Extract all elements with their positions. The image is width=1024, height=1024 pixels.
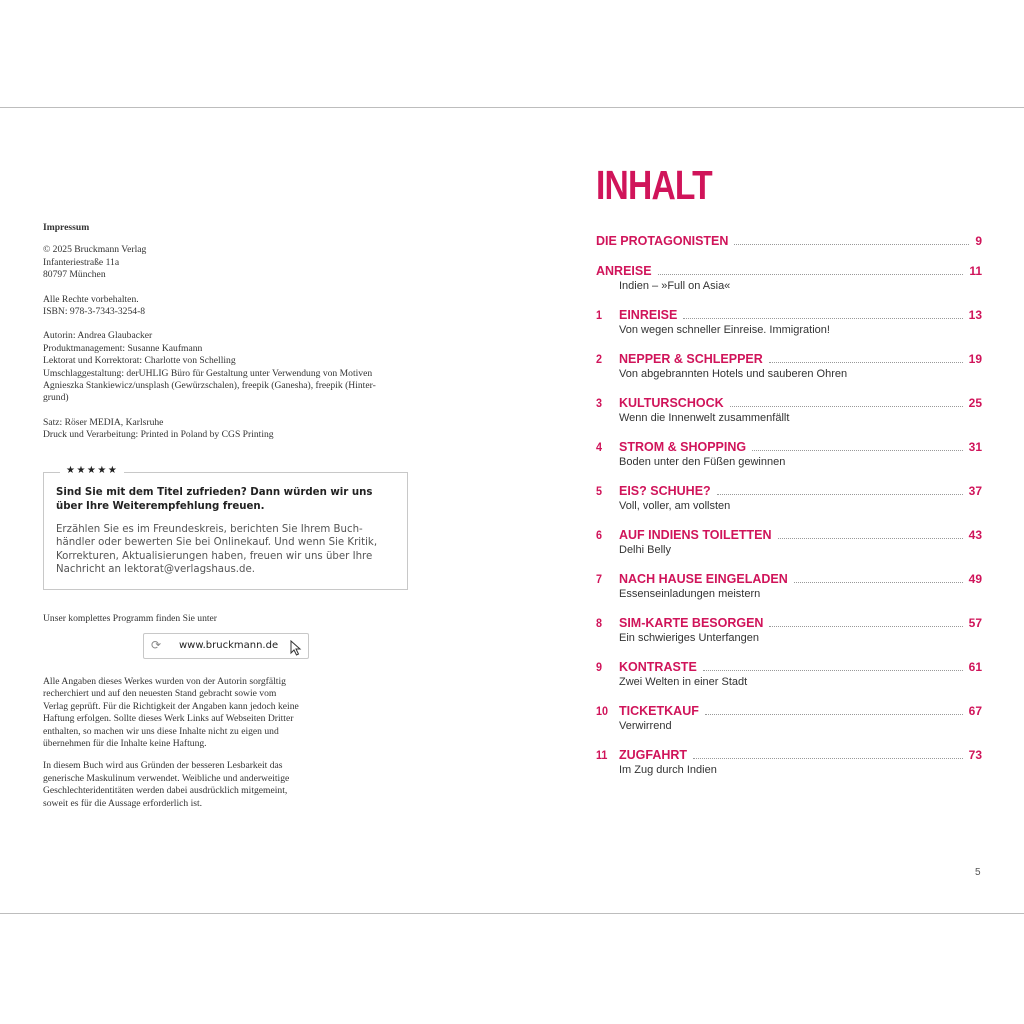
toc-entry[interactable]: [596, 395, 982, 424]
rights-line: Alle Rechte vorbehalten.: [43, 293, 139, 305]
chapter-title[interactable]: AUF INDIENS TOILETTEN: [619, 528, 772, 542]
dot-leader: [730, 406, 963, 407]
toc-entry-row: [596, 395, 982, 410]
toc-entry-row: [596, 439, 982, 454]
gender-paragraph: [43, 760, 343, 810]
chapter-title[interactable]: KONTRASTE: [619, 660, 697, 674]
chapter-page-number: 19: [968, 352, 982, 366]
chapter-title[interactable]: SIM-KARTE BESORGEN: [619, 616, 764, 630]
publisher-address: [43, 244, 423, 281]
chapter-page-number: 25: [968, 396, 982, 410]
impressum-heading: Impressum: [43, 222, 90, 233]
dot-leader: [769, 362, 963, 363]
chapter-title[interactable]: ANREISE: [596, 264, 652, 278]
chapter-title[interactable]: STROM & SHOPPING: [619, 440, 747, 454]
chapter-title[interactable]: ZUGFAHRT: [619, 748, 688, 762]
credits-line: Autorin: Andrea Glaubacker: [43, 330, 153, 342]
gender-line: generische Maskulinum verwendet. Weibliche und anderweitige: [43, 772, 290, 784]
program-text: Unser komplettes Programm finden Sie unter: [43, 613, 217, 624]
feedback-title-line: Sind Sie mit dem Titel zufrieden? Dann würden wir uns: [56, 487, 373, 498]
publisher-line: 80797 München: [43, 269, 106, 281]
toc-entry-row: [596, 263, 982, 278]
toc-entry-row: [596, 571, 982, 586]
top-divider: [0, 107, 1024, 108]
url-bar[interactable]: [143, 633, 309, 659]
toc-entry-row: [596, 351, 982, 366]
credits-line: Produktmanagement: Susanne Kaufmann: [43, 342, 203, 354]
toc-entry[interactable]: [596, 659, 982, 688]
credits-line: Agnieszka Stankiewicz/unsplash (Gewürzschalen), freepik (Ganesha), freepik (Hinter-: [43, 380, 376, 392]
toc-entry[interactable]: [596, 615, 982, 644]
chapter-number: 7: [596, 572, 603, 586]
chapter-page-number: 49: [968, 572, 982, 586]
toc-entry[interactable]: [596, 527, 982, 556]
toc-entry[interactable]: [596, 703, 982, 732]
toc-entry[interactable]: [596, 483, 982, 512]
toc-entry[interactable]: [596, 747, 982, 776]
feedback-title: [56, 486, 395, 513]
toc-entry-row: [596, 483, 982, 498]
chapter-title[interactable]: EINREISE: [619, 308, 678, 322]
chapter-page-number: 61: [968, 660, 982, 674]
chapter-page-number: 9: [975, 234, 982, 248]
credits-line: Lektorat und Korrektorat: Charlotte von Schelling: [43, 355, 236, 367]
chapter-subtitle: Essenseinladungen meistern: [619, 588, 761, 600]
toc-entry-row: [596, 307, 982, 322]
dot-leader: [752, 450, 963, 451]
dot-leader: [769, 626, 962, 627]
feedback-text-line: händler oder bewerten Sie bei Onlinekauf. Und wenn Sie Kritik,: [56, 537, 378, 549]
chapter-subtitle: Zwei Welten in einer Stadt: [619, 676, 748, 688]
chapter-page-number: 67: [968, 704, 982, 718]
chapter-title[interactable]: EIS? SCHUHE?: [619, 484, 711, 498]
toc-entry-row: [596, 703, 982, 718]
feedback-text-line: Erzählen Sie es im Freundeskreis, berichten Sie Ihrem Buch-: [56, 524, 363, 536]
production-line: Druck und Verarbeitung: Printed in Poland by CGS Printing: [43, 429, 274, 441]
disclaimer-line: Haftung erfolgen. Sollte dieses Werk Links auf Webseiten Dritter: [43, 713, 294, 725]
toc-entry-row: [596, 659, 982, 674]
chapter-subtitle: Wenn die Innenwelt zusammenfällt: [619, 412, 790, 424]
publisher-line: © 2025 Bruckmann Verlag: [43, 244, 147, 256]
dot-leader: [658, 274, 964, 275]
chapter-title[interactable]: TICKETKAUF: [619, 704, 699, 718]
toc-entry[interactable]: [596, 263, 982, 292]
chapter-page-number: 31: [968, 440, 982, 454]
chapter-page-number: 73: [968, 748, 982, 762]
chapter-subtitle: Verwirrend: [619, 720, 672, 732]
chapter-title[interactable]: DIE PROTAGONISTEN: [596, 234, 729, 248]
isbn-line: ISBN: 978-3-7343-3254-8: [43, 306, 146, 318]
gender-line: In diesem Buch wird aus Gründen der besseren Lesbarkeit das: [43, 760, 283, 772]
chapter-subtitle: Indien – »Full on Asia«: [619, 280, 731, 292]
chapter-number: 1: [596, 308, 603, 322]
credits-line: grund): [43, 392, 69, 404]
disclaimer-line: Alle Angaben dieses Werkes wurden von der Autorin sorgfältig: [43, 676, 286, 687]
toc-entry[interactable]: [596, 307, 982, 336]
chapter-subtitle: Ein schwieriges Unterfangen: [619, 632, 760, 644]
dot-leader: [705, 714, 963, 715]
toc-entry-row: [596, 527, 982, 542]
chapter-page-number: 57: [968, 616, 982, 630]
toc-entry[interactable]: [596, 571, 982, 600]
page-number: 5: [975, 867, 981, 878]
publisher-line: Infanteriestraße 11a: [43, 256, 120, 268]
dot-leader: [778, 538, 963, 539]
chapter-number: 10: [596, 704, 609, 718]
chapter-number: 8: [596, 616, 603, 630]
chapter-page-number: 13: [968, 308, 982, 322]
disclaimer-line: enthalten, so machen wir uns diese Inhalte nicht zu eigen und: [43, 725, 279, 737]
dot-leader: [794, 582, 963, 583]
toc-entry[interactable]: [596, 439, 982, 468]
chapter-number: 9: [596, 660, 603, 674]
url-text[interactable]: www.bruckmann.de: [179, 640, 279, 651]
chapter-number: 6: [596, 528, 603, 542]
chapter-number: 2: [596, 352, 603, 366]
chapter-page-number: 43: [968, 528, 982, 542]
disclaimer-section: [43, 676, 343, 820]
chapter-title[interactable]: KULTURSCHOCK: [619, 396, 724, 410]
credits-line: Umschlaggestaltung: derUHLIG Büro für Gestaltung unter Verwendung von Motiven: [43, 367, 373, 379]
feedback-text-line: Korrekturen, Aktualisierungen haben, freuen wir uns über Ihre: [56, 550, 373, 562]
dot-leader: [683, 318, 962, 319]
dot-leader: [734, 244, 969, 245]
chapter-subtitle: Im Zug durch Indien: [619, 764, 717, 776]
toc-entry[interactable]: [596, 233, 982, 248]
disclaimer-line: Verlag geprüft. Für die Richtigkeit der Angaben kann jedoch keine: [43, 700, 299, 712]
chapter-page-number: 37: [968, 484, 982, 498]
disclaimer-line: recherchiert und auf den neuesten Stand gebracht sowie vom: [43, 688, 277, 700]
chapter-number: 4: [596, 440, 603, 454]
feedback-title-line: über Ihre Weiterempfehlung freuen.: [56, 500, 265, 512]
dot-leader: [717, 494, 963, 495]
toc-entry-row: [596, 615, 982, 630]
toc-heading: INHALT: [596, 162, 712, 208]
chapter-number: 3: [596, 396, 603, 410]
chapter-subtitle: Delhi Belly: [619, 544, 671, 556]
gender-line: Geschlechteridentitäten werden dabei ausdrücklich mitgemeint,: [43, 785, 288, 797]
chapter-subtitle: Boden unter den Füßen gewinnen: [619, 456, 786, 468]
liability-paragraph: [43, 676, 343, 750]
impressum-section: [43, 222, 423, 454]
chapter-number: 11: [596, 748, 608, 762]
chapter-subtitle: Voll, voller, am vollsten: [619, 500, 731, 512]
toc-entry-row: [596, 747, 982, 762]
toc-entry-row: [596, 233, 982, 248]
production-block: [43, 417, 423, 442]
chapter-title[interactable]: NACH HAUSE EINGELADEN: [619, 572, 788, 586]
disclaimer-line: übernehmen für die Inhalte keine Haftung.: [43, 738, 207, 750]
chapter-subtitle: Von abgebrannten Hotels und sauberen Ohren: [619, 368, 848, 380]
mouse-cursor-icon: [290, 640, 302, 656]
dot-leader: [703, 670, 963, 671]
feedback-text: [56, 523, 395, 576]
chapter-number: 5: [596, 484, 603, 498]
dot-leader: [693, 758, 963, 759]
star-rating-icon: ★★★★★: [60, 465, 124, 476]
chapter-subtitle: Von wegen schneller Einreise. Immigration!: [619, 324, 830, 336]
chapter-title[interactable]: NEPPER & SCHLEPPER: [619, 352, 763, 366]
chapter-page-number: 11: [969, 264, 982, 278]
feedback-box: [43, 465, 408, 590]
bottom-divider: [0, 913, 1024, 914]
toc-entry[interactable]: [596, 351, 982, 380]
reload-icon: ⟳: [151, 638, 162, 652]
production-line: Satz: Röser MEDIA, Karlsruhe: [43, 416, 164, 428]
feedback-text-line: Nachricht an lektorat@verlagshaus.de.: [56, 563, 256, 575]
rights-block: [43, 294, 423, 319]
gender-line: soweit es für die Aussage erforderlich ist.: [43, 797, 203, 809]
credits-block: [43, 330, 423, 404]
